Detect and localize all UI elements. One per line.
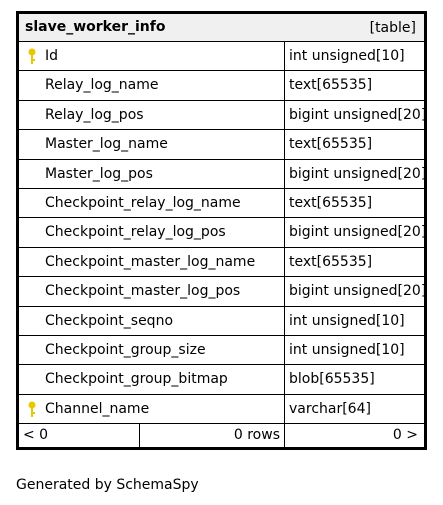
column-type: bigint unsigned[20] [289, 106, 427, 123]
column-type: int unsigned[10] [289, 342, 405, 358]
column-row [19, 160, 427, 189]
column-row [19, 101, 427, 130]
column-type: text[65535] [289, 77, 373, 94]
table-header [19, 14, 424, 42]
parent-count[interactable]: < 0 [19, 424, 140, 447]
column-name-cell [19, 160, 285, 188]
column-name-cell [19, 248, 285, 276]
column-type: bigint unsigned[20] [289, 165, 427, 182]
column-name[interactable]: Master_log_name [45, 136, 168, 153]
column-name[interactable]: Master_log_pos [45, 165, 153, 182]
column-row [19, 248, 424, 277]
child-count[interactable]: 0 > [392, 427, 418, 443]
column-type: int unsigned[10] [289, 312, 405, 329]
column-name[interactable]: Relay_log_pos [45, 106, 144, 123]
column-row [19, 395, 424, 424]
generated-by-label: Generated by SchemaSpy [16, 477, 199, 493]
column-name-cell [19, 307, 285, 335]
column-row [19, 189, 424, 218]
column-name[interactable]: Checkpoint_group_bitmap [45, 371, 228, 388]
column-name-cell [19, 395, 285, 423]
column-name[interactable]: Relay_log_name [45, 77, 159, 94]
column-row [19, 277, 427, 306]
column-name[interactable]: Checkpoint_relay_log_name [45, 195, 241, 211]
column-row [19, 71, 424, 100]
table-node [16, 11, 427, 450]
column-type: text[65535] [289, 136, 373, 153]
column-type: int unsigned[10] [289, 48, 405, 64]
column-row [19, 336, 424, 365]
column-name-cell [19, 365, 285, 393]
column-type: text[65535] [289, 253, 373, 270]
key-icon [27, 48, 37, 65]
column-name-cell [19, 101, 285, 129]
column-name[interactable]: Checkpoint_seqno [45, 312, 174, 329]
column-name[interactable]: Id [45, 48, 59, 64]
column-type: text[65535] [289, 195, 373, 211]
table-kind-label: [table] [369, 20, 416, 36]
column-name[interactable]: Checkpoint_master_log_name [45, 253, 256, 270]
column-type: blob[65535] [289, 371, 375, 388]
column-name-cell [19, 42, 285, 70]
column-row [19, 365, 424, 394]
column-type: bigint unsigned[20] [289, 283, 427, 300]
column-name-cell [19, 71, 285, 99]
key-icon [27, 401, 37, 418]
column-name-cell [19, 189, 285, 217]
column-row [19, 130, 424, 159]
column-name[interactable]: Checkpoint_group_size [45, 342, 206, 358]
column-name[interactable]: Checkpoint_master_log_pos [45, 283, 241, 300]
column-type: varchar[64] [289, 400, 371, 417]
column-name-cell [19, 218, 285, 246]
table-name[interactable]: slave_worker_info [25, 19, 166, 35]
column-type: bigint unsigned[20] [289, 224, 427, 241]
column-row [19, 218, 427, 247]
column-name[interactable]: Channel_name [45, 400, 150, 417]
column-row [19, 307, 424, 336]
column-name-cell [19, 336, 285, 364]
column-row [19, 42, 424, 71]
column-name[interactable]: Checkpoint_relay_log_pos [45, 224, 226, 241]
column-name-cell [19, 277, 285, 305]
table-footer [19, 424, 424, 447]
column-name-cell [19, 130, 285, 158]
row-count: 0 rows [140, 424, 285, 447]
